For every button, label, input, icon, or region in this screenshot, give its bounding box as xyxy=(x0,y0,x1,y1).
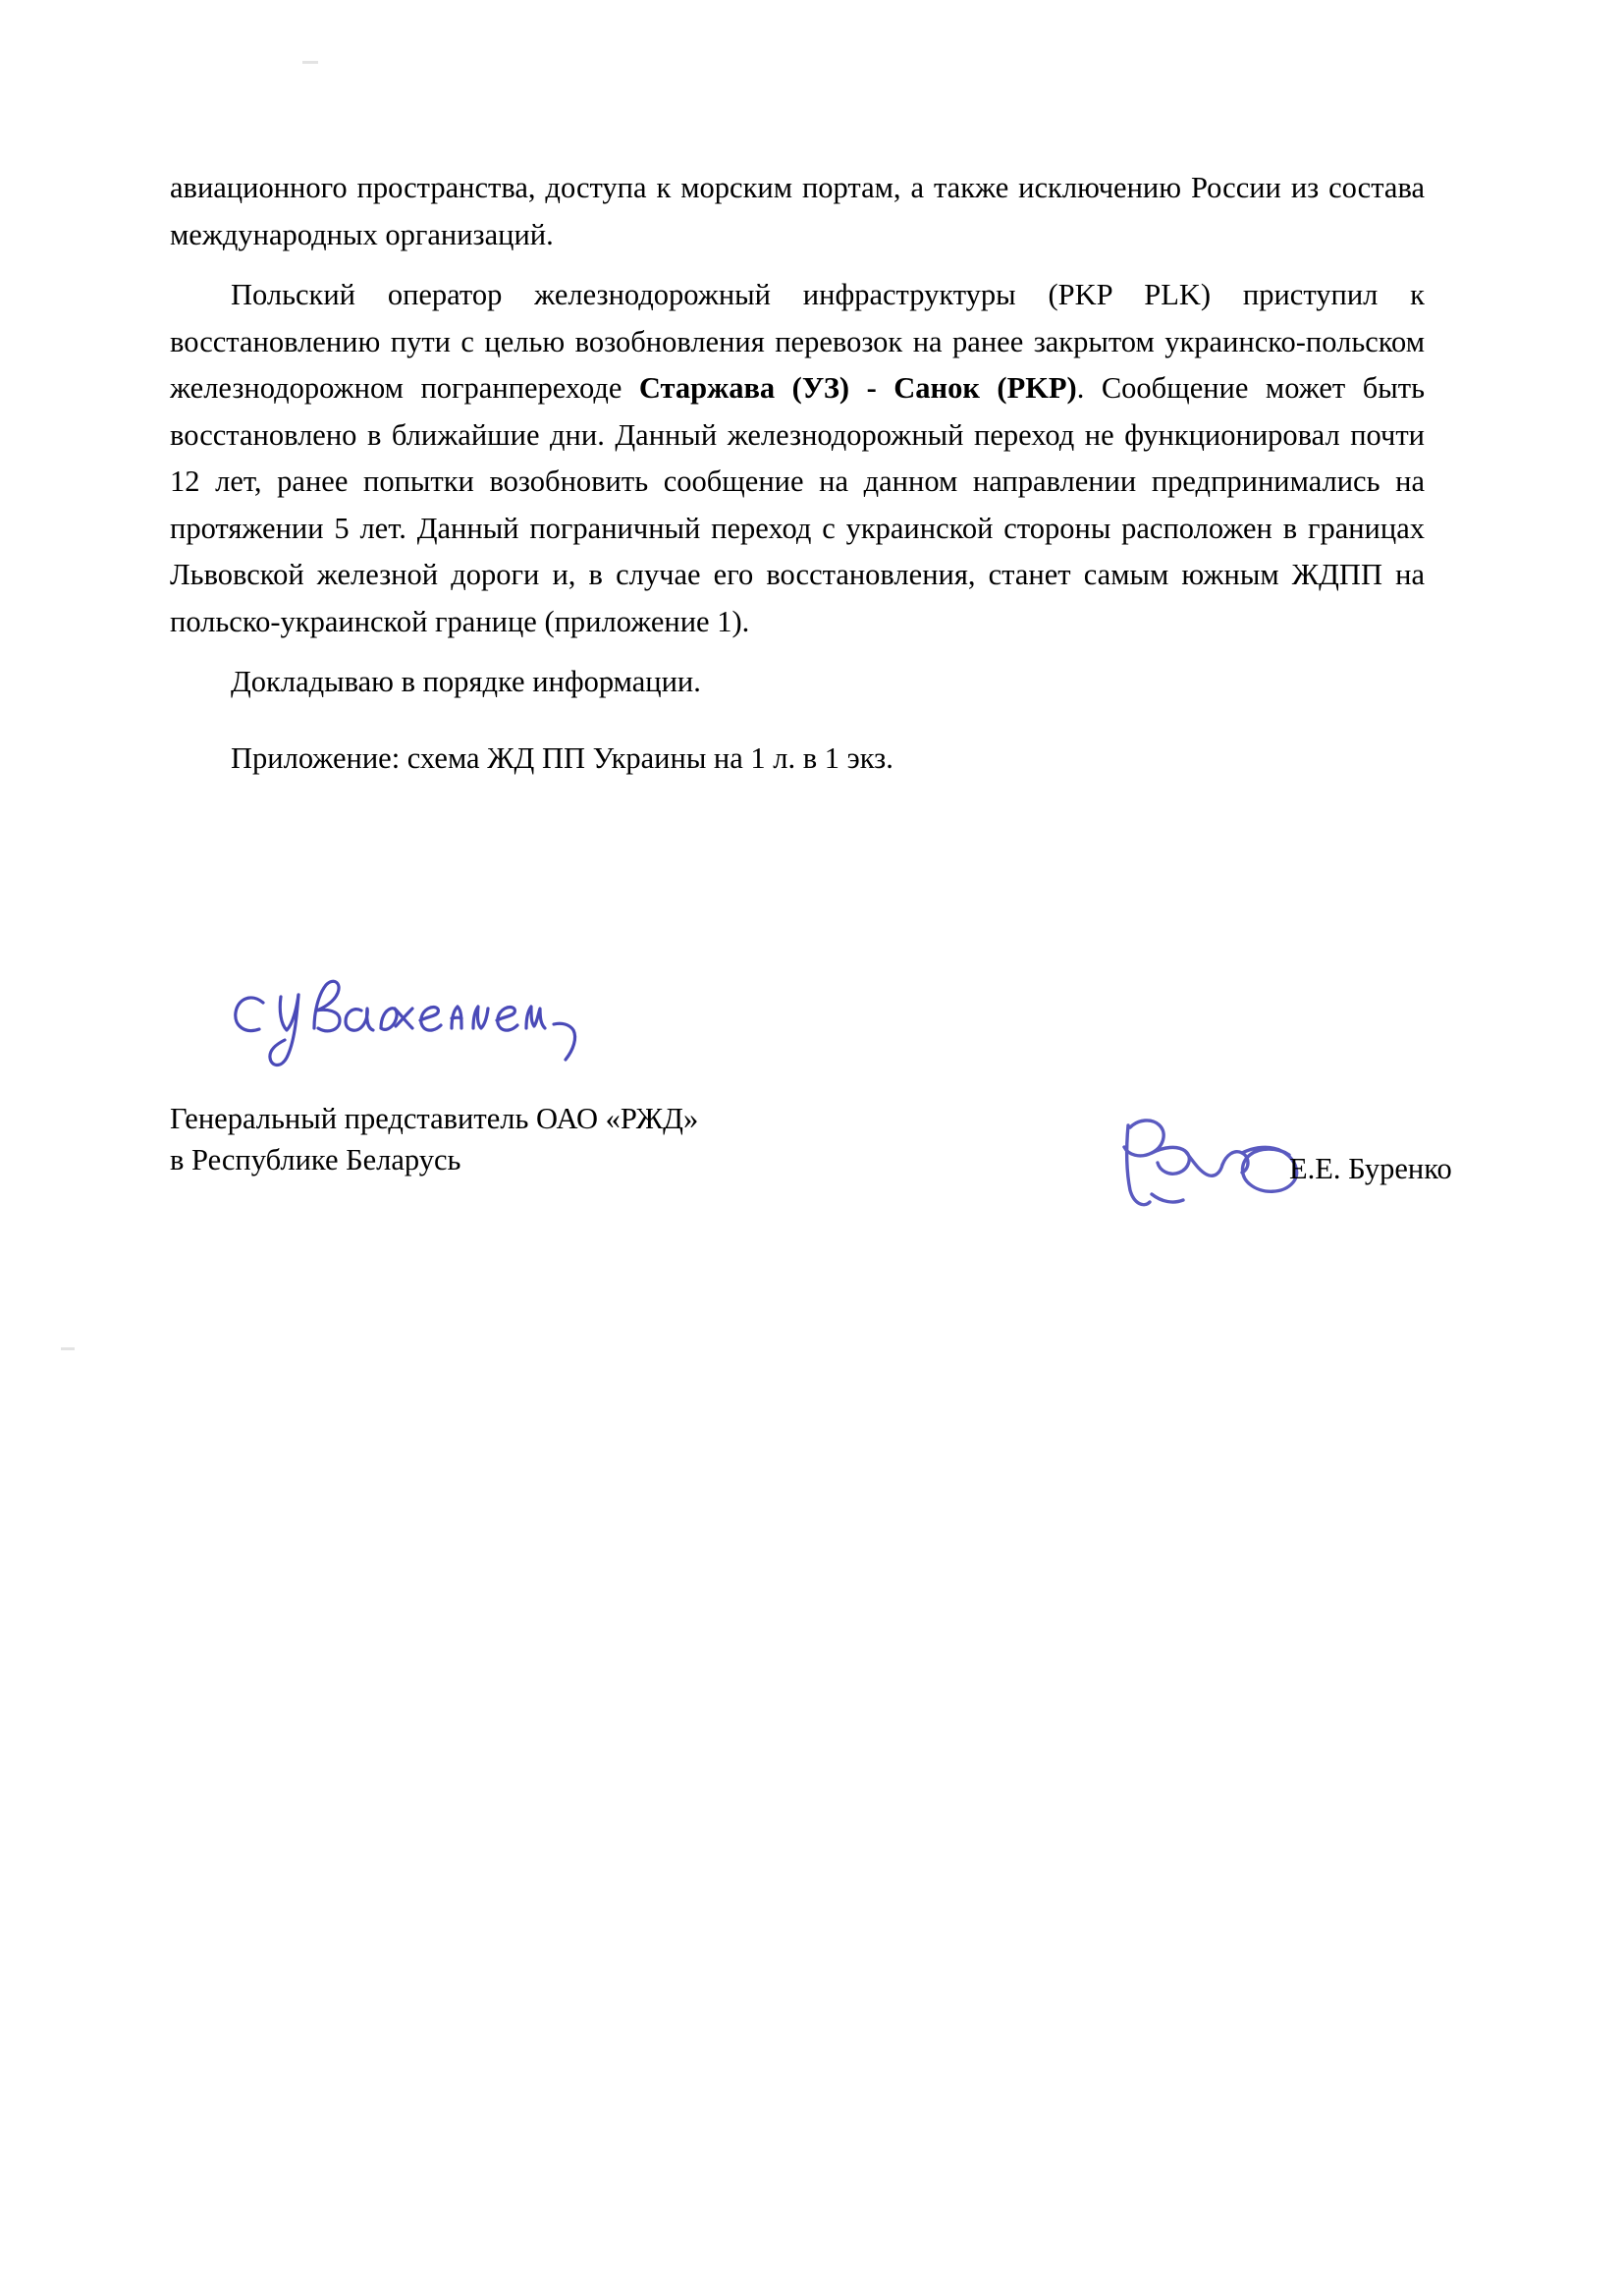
paragraph-text-lead: Польский оператор железнодорожный инфраструктуры (PKP PLK) приступил к восстановлению пути с целью возобновления перевозок на ранее закрытом украинско-польском железнодорожном погранпереходе xyxy=(170,278,1425,405)
paragraph-text: авиационного пространства, доступа к морским портам, а также исключению России из состава международных организаций. xyxy=(170,171,1425,251)
signer-name: Е.Е. Буренко xyxy=(1289,1152,1452,1185)
paragraph-gap xyxy=(170,258,1425,272)
signature-block xyxy=(170,1098,1452,1185)
paragraph-text-tail: . Сообщение может быть восстановлено в ближайшие дни. Данный железнодорожный переход не функционировал почти 12 лет, ранее попытки возобновить сообщение на данном направлении предпринимались на протяжении 5 лет. Данный пограничный переход с украинской стороны расположен в границах Львовской железной дороги и, в случае его восстановления, станет самым южным ЖДПП на польско-украинской границе (приложение 1). xyxy=(170,371,1425,638)
handwritten-closing xyxy=(224,967,676,1075)
paragraph-gap xyxy=(170,645,1425,659)
paragraph-text: Докладываю в порядке информации. xyxy=(231,665,701,698)
scan-artifact-top xyxy=(302,61,318,64)
paragraph-pkp-plk xyxy=(170,272,1425,645)
border-crossing-name: Старжава (УЗ) - Санок (PKP) xyxy=(638,371,1077,405)
signer-role-line-1: Генеральный представитель ОАО «РЖД» xyxy=(170,1102,699,1135)
paragraph-gap xyxy=(170,706,1425,736)
scan-artifact-left xyxy=(61,1347,75,1350)
paragraph-continuation xyxy=(170,165,1425,258)
paragraph-text: Приложение: схема ЖД ПП Украины на 1 л. в 1 экз. xyxy=(231,740,893,775)
document-body xyxy=(170,165,1425,782)
signer-role-line-2: в Республике Беларусь xyxy=(170,1143,461,1176)
paragraph-report xyxy=(170,659,1425,706)
paragraph-attachment xyxy=(170,736,1425,783)
